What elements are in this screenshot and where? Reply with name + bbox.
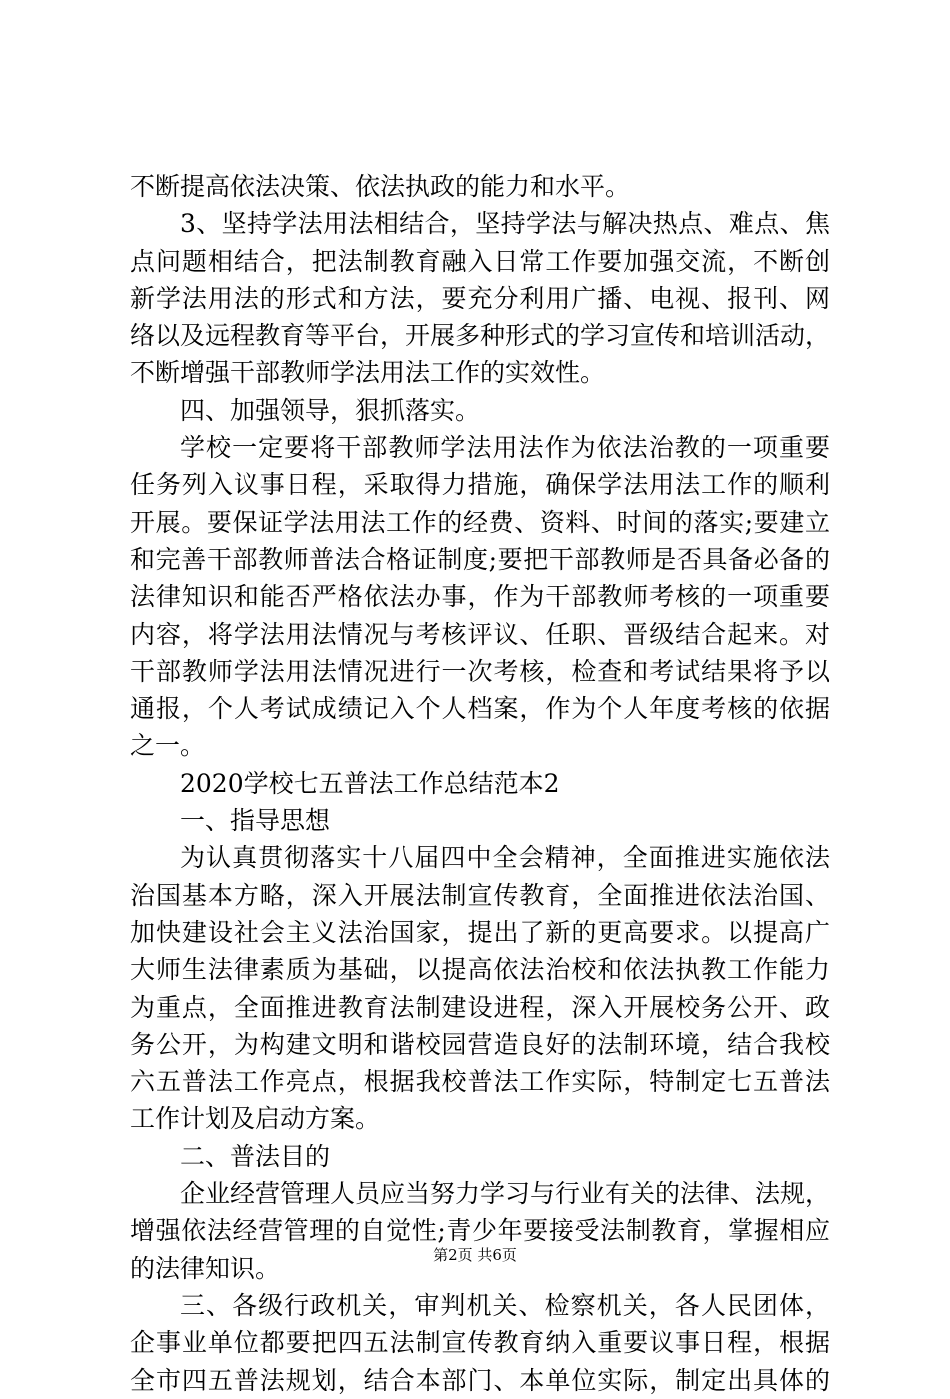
text-line: 三、各级行政机关，审判机关、检察机关，各人民团体， [180,1290,830,1320]
text-line: 干部教师学法用法情况进行一次考核，检查和考试结果将予以 [130,656,830,686]
text-line: 增强依法经营管理的自觉性;青少年要接受法制教育，掌握相应 [130,1216,830,1246]
text-line: 大师生法律素质为基础，以提高依法治校和依法执教工作能力 [130,955,830,985]
text-line: 全市四五普法规划，结合本部门、本单位实际，制定出具体的 [130,1365,830,1395]
text-line: 工作计划及启动方案。 [130,1104,381,1134]
text-line: 四、加强领导，狠抓落实。 [180,395,481,425]
text-line: 六五普法工作亮点，根据我校普法工作实际，特制定七五普法 [130,1067,830,1097]
document-body [130,168,830,1399]
text-line: 务公开，为构建文明和谐校园营造良好的法制环境，结合我校 [130,1029,830,1059]
text-line: 企业经营管理人员应当努力学习与行业有关的法律、法规， [180,1179,830,1209]
text-line: 治国基本方略，深入开展法制宣传教育，全面推进依法治国、 [130,880,830,910]
text-line: 点问题相结合，把法制教育融入日常工作要加强交流，不断创 [130,246,830,276]
text-line: 企事业单位都要把四五法制宣传教育纳入重要议事日程，根据 [130,1328,830,1358]
text-line: 为认真贯彻落实十八届四中全会精神，全面推进实施依法 [180,843,830,873]
text-line: 新学法用法的形式和方法，要充分利用广播、电视、报刊、网 [130,283,830,313]
text-line: 内容，将学法用法情况与考核评议、任职、晋级结合起来。对 [130,619,830,649]
text-line: 的法律知识。 [130,1253,281,1283]
page-footer: 第2页 共6页 [433,1246,517,1264]
text-line: 加快建设社会主义法治国家，提出了新的更高要求。以提高广 [130,917,830,947]
text-line: 通报，个人考试成绩记入个人档案，作为个人年度考核的依据 [130,694,830,724]
text-line: 不断增强干部教师学法用法工作的实效性。 [130,358,606,388]
text-line: 之一。 [130,731,206,761]
text-line: 和完善干部教师普法合格证制度;要把干部教师是否具备必备的 [130,544,830,574]
text-line: 为重点，全面推进教育法制建设进程，深入开展校务公开、政 [130,992,830,1022]
text-line: 学校一定要将干部教师学法用法作为依法治教的一项重要 [180,433,830,463]
text-line: 开展。要保证学法用法工作的经费、资料、时间的落实;要建立 [130,507,830,537]
text-line: 不断提高依法决策、依法执政的能力和水平。 [130,172,631,201]
text-line: 一、指导思想 [180,806,331,836]
text-line: 2020学校七五普法工作总结范本2 [180,768,560,798]
text-line: 3、坚持学法用法相结合，坚持学法与解决热点、难点、焦 [180,209,830,239]
text-line: 络以及远程教育等平台，开展多种形式的学习宣传和培训活动， [130,321,830,351]
text-line: 二、普法目的 [180,1141,331,1171]
text-line: 法律知识和能否严格依法办事，作为干部教师考核的一项重要 [130,582,830,612]
text-line: 任务列入议事日程，采取得力措施，确保学法用法工作的顺利 [130,470,830,500]
